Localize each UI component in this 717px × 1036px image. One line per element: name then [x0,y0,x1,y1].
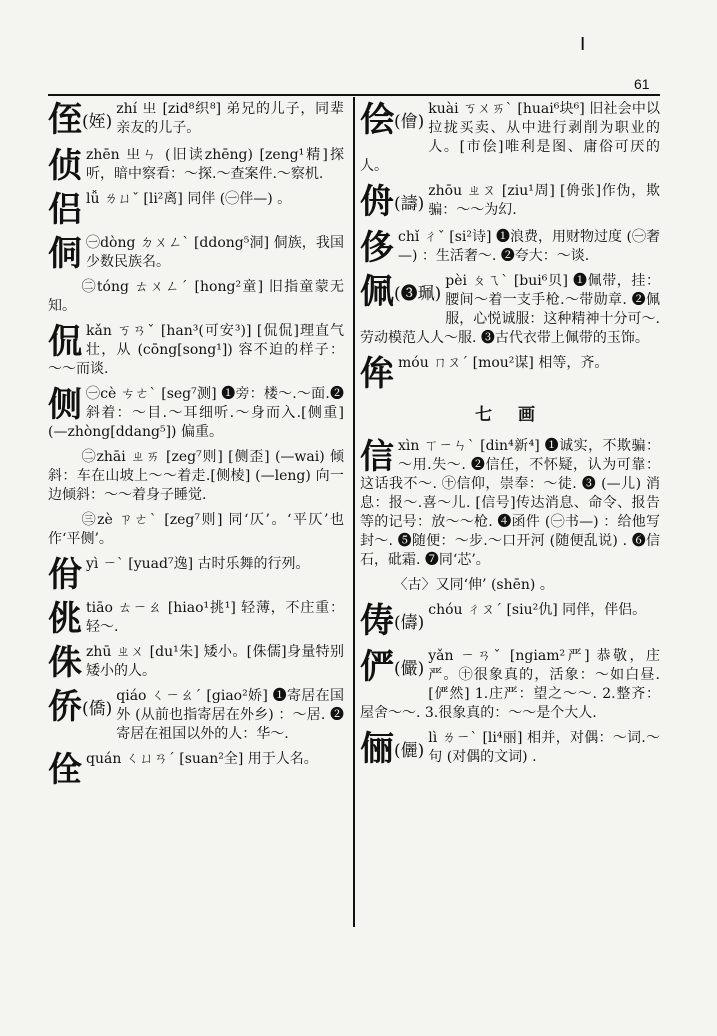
headword [48,557,82,593]
dictionary-entry [48,385,344,442]
definition-text: zhí 㞢 [zid⁸织⁸] 弟兄的儿子，同辈亲友的儿子。 [116,101,344,136]
traditional-form: (儈) [394,112,425,132]
headword [360,356,394,392]
traditional-form: (姪) [82,112,113,132]
definition-text: kǎn ㄎㄢˇ [han³(可安³)] [侃侃]理直气壮，从 (cōng[song¹]) 容不迫的样子：～～而谈. [48,323,344,377]
headword-char: 侃 [48,322,82,362]
headword [48,102,112,140]
definition-text: qiáo ㄑㄧㄠˊ [giao²娇] ❶寄居在国外 (从前也指寄居在外乡) ：～居. ❷寄居在祖国以外的人：华～. [116,688,344,742]
headword [48,236,82,272]
headword-char: 俦 [360,601,394,641]
definition-text: pèi ㄆㄟˋ [bui⁶贝] ❶佩带，挂：腰间～着一支手枪.～带勋章. ❷佩服，心悦诚服：这种精神十分可～.劳动模范人人～服. ❸古代衣带上佩带的玉饰。 [360,273,660,346]
dictionary-entry [360,647,660,723]
traditional-form: (譸) [394,194,425,214]
headword-char: 佩 [360,272,394,312]
definition-text: lǚ ㄌㄩˇ [li²离] 同伴 (㊀伴—) 。 [86,191,292,207]
headword-char: 侄 [48,100,82,140]
dictionary-entry [48,322,344,379]
dictionary-subentry: ㊁zhāi ㄓㄞ [zeg⁷则] [侧歪] (—wai) 倾斜：车在山坡上～～着走.[侧棱] (—leng) 向一边倾斜：～～着身子睡觉. [48,449,344,503]
definition-text: ㊀cè ㄘㄜˋ [seg⁷测] ❶旁：楼～.～面.❷斜着：～目.～耳细听.～身而入.[侧重] (—zhòng[ddang⁵]) 偏重。 [48,386,344,440]
headword [360,439,394,475]
dictionary-subentry: ㊁tóng ㄊㄨㄥˊ [hong²童] 旧指童蒙无知。 [48,279,344,314]
definition-text: tiāo ㄊㄧㄠ [hiao¹挑¹] 轻薄，不庄重：轻～. [86,600,344,635]
headword-char: 信 [360,437,394,477]
definition-text: zhēn 㞢ㄣ (旧读zhēng) [zeng¹精]探听，暗中察看：～探.～查案件.～察机. [86,147,344,182]
headword-char: 侩 [360,100,394,140]
definition-text: yì ㄧˋ [yuad⁷逸] 古时乐舞的行列。 [86,556,310,572]
definition-text: lì ㄌㄧˋ [li⁴丽] 相并，对偶：～词.～句 (对偶的文词) . [428,730,660,765]
headword [48,192,82,228]
dictionary-entry [360,729,660,769]
definition-text: ㊀dòng ㄉㄨㄥˋ [ddong⁵洞] 侗族，我国少数民族名。 [86,235,344,270]
headword [360,649,424,687]
dictionary-entry [48,599,344,637]
traditional-form: (僑) [82,699,113,719]
dictionary-entry [48,555,344,593]
page-number: 61 [634,76,650,92]
dictionary-entry [360,182,660,222]
headword [48,752,82,788]
dictionary-entry [360,272,660,348]
definition-text: yǎn ㄧㄢˇ [ngiam²严] 恭敬，庄严。㊉很象真的，活象：～如白昼. [俨然] 1.庄严：望之～～. 2.整齐：屋舍～～. 3.很象真的：～～是个大人. [360,648,660,721]
headword-char: 侜 [360,182,394,222]
dictionary-entry [360,228,660,266]
dictionary-subentry: 〈古〉又同‘伸’ (shēn) 。 [393,577,554,593]
definition-text: chǐ ㄔˇ [si²诗] ❶浪费，用财物过度 (㊀奢—) ：生活奢～. ❷夸大：～谈. [398,229,660,264]
headword-char: 佻 [48,599,82,637]
traditional-form: (儷) [394,741,425,761]
headword-char: 侦 [48,146,82,184]
top-rule [48,94,660,96]
headword [48,387,82,423]
dictionary-entry [360,100,660,176]
headword-char: 侣 [48,190,82,228]
traditional-form: (儔) [394,613,425,633]
section-title: 七 画 [475,405,545,425]
definition-text: chóu ㄔㄡˊ [siu²仇] 同伴，伴侣。 [428,602,647,618]
page-mark: ǀ [580,34,586,55]
dictionary-entry [48,100,344,140]
headword-char: 侈 [360,228,394,266]
traditional-form: (儼) [394,659,425,679]
left-column [48,100,344,794]
headword-char: 俪 [360,729,394,769]
definition-text: zhōu ㄓㄡ [ziu¹周] [侜张]作伪，欺骗：～～为幻. [428,183,660,218]
headword [48,645,82,681]
dictionary-entry [48,190,344,228]
headword-char: 佾 [48,555,82,593]
definition-text: zhū ㄓㄨ [du¹朱] 矮小。[侏儒]身量特别矮小的人。 [86,644,344,679]
definition-text: móu ㄇㄡˊ [mou²谋] 相等，齐。 [398,355,609,371]
headword-char: 侏 [48,643,82,681]
dictionary-entry [360,354,660,392]
traditional-form: (❸珮) [394,284,442,304]
definition-text: quán ㄑㄩㄢˊ [suan²全] 用于人名。 [86,751,318,767]
dictionary-entry [360,601,660,641]
headword [360,184,424,222]
headword [360,102,424,140]
dictionary-entry [48,146,344,184]
definition-text: xìn ㄒㄧㄣˋ [din⁴新⁴] ❶诚实，不欺骗：～用.失～. ❷信任，不怀疑，认为可靠：这话我不～. ㊉信仰，崇奉：～徒. ❸ (—儿) 消息：报～.喜～儿. [信号]传达消息、命令、报告等的记号：放～～枪. ❹函件 (㊀书—) ：给他写封～. ❺随便：～步.～口开河 (随便乱说) . ❻信石，砒霜. ❼同‘芯’。 [360,438,660,568]
headword [360,230,394,266]
dictionary-entry [48,687,344,744]
headword-char: 侗 [48,234,82,272]
headword [360,603,424,641]
right-column [360,100,660,775]
dictionary-subentry: ㊂zè ㄗㄜˋ [zeg⁷则] 同‘仄’。‘平仄’也作‘平侧’。 [48,512,344,547]
headword-char: 俨 [360,647,394,687]
headword [48,324,82,360]
dictionary-entry [360,437,660,570]
headword [48,148,82,184]
dictionary-entry [48,643,344,681]
headword-char: 侨 [48,687,82,727]
definition-text: kuài ㄎㄨㄞˋ [huai⁶块⁶] 旧社会中以拉拢买卖、从中进行剥削为职业的人。[市侩]唯利是图、庸俗可厌的人。 [360,101,660,174]
column-divider [353,97,355,927]
headword-char: 佺 [48,750,82,788]
headword-char: 侧 [48,385,82,425]
headword [360,274,441,312]
dictionary-entry [48,750,344,788]
headword [48,689,112,727]
headword [360,731,424,769]
headword [48,601,82,637]
dictionary-entry [48,234,344,272]
headword-char: 侔 [360,354,394,392]
